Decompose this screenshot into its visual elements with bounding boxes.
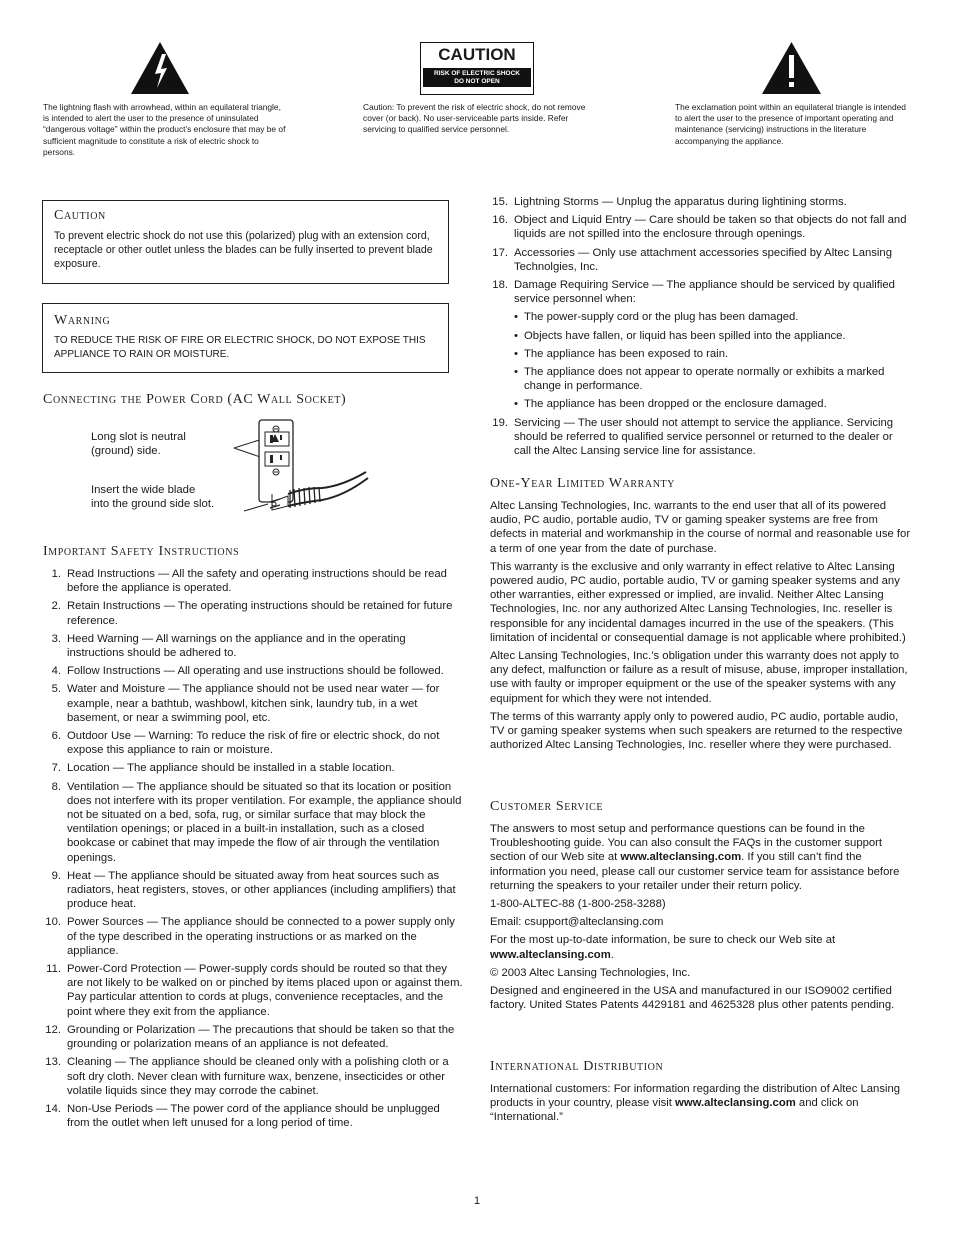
item-text: Heed Warning — All warnings on the appliance and in the operating instructions should be adhered to. (67, 632, 406, 660)
bullet-item: • The appliance does not appear to operate normally or exhibits a marked change in performance. (514, 365, 910, 393)
power-cord-heading: Connecting the Power Cord (AC Wall Socket) (43, 392, 347, 407)
warranty-p3: Altec Lansing Technologies, Inc.’s obligation under this warranty does not apply to any defect, malfunction or failure as a result of misuse, abuse, improper installation, use with faulty or improper equipment or the use of the speaker systems with any equipment for which they were not intended. (490, 650, 908, 705)
list-item (43, 780, 463, 865)
service-copyright: © 2003 Altec Lansing Technologies, Inc. (490, 966, 691, 979)
item-number: 1. (51, 568, 61, 580)
caution-box-title: Caution (54, 208, 106, 223)
service-p3: Designed and engineered in the USA and manufactured in our ISO9002 certified factory. United States Patents 4429181 and 4625328 plus other patents pending. (490, 985, 895, 1012)
warranty-text (490, 499, 912, 756)
warning-box (42, 303, 449, 373)
warranty-p2: This warranty is the exclusive and only warranty in effect relative to Altec Lansing powered audio, PC audio, portable audio, TV or gaming speaker systems and any other warranties, either expressed or implied, are invalid. Neither Altec Lansing Technologies, Inc. nor any authorized Altec Lansing Technologies, Inc. reseller is responsible for any incidental damages incurred in the use of the speakers. (This limitation of incidental or consequential damage is not applicable where prohibited.) (490, 560, 906, 644)
service-phone: 1-800-ALTEC-88 (1-800-258-3288) (490, 898, 666, 911)
service-text (490, 822, 912, 1016)
caution-label-sub1: RISK OF ELECTRIC SHOCK (434, 70, 520, 77)
damage-bullets (490, 310, 910, 411)
service-p1-text-b: . If you still can’t find the information you need, please call our customer service team for assistance before returning the speakers to your retailer under their return policy. (490, 851, 900, 892)
service-p2 (490, 933, 912, 961)
neutral-slot-label-line1: Long slot is neutral (91, 431, 186, 443)
item-number: 9. (51, 869, 61, 882)
bullet-item: • Objects have fallen, or liquid has been spilled into the appliance. (514, 329, 910, 343)
item-text: Retain Instructions — The operating instructions should be retained for future reference. (67, 600, 453, 627)
item-text: Power-Cord Protection — Power-supply cords should be routed so that they are not likely to be walked on or pinched by items placed upon or against them. Pay particular attention to cords at plugs, convenience receptacles, and the point where they exit from the appliance. (67, 963, 463, 1018)
item-text: Heat — The appliance should be situated away from heat sources such as radiators, heat registers, stoves, or other appliances (including amplifiers) that produce heat. (67, 869, 456, 911)
list-item (43, 1102, 463, 1130)
item-text: Outdoor Use — Warning: To reduce the risk of fire or electric shock, do not expose this appliance to rain or moisture. (67, 730, 440, 757)
international-text (490, 1082, 912, 1129)
neutral-slot-label-line2: (ground) side. (91, 445, 161, 458)
item-text: Object and Liquid Entry — Care should be taken so that objects do not fall and liquids are not spilled into the enclosure through openings. (514, 214, 907, 241)
item-text: Read Instructions — All the safety and operating instructions should be read before the appliance is operated. (67, 568, 447, 595)
list-item (43, 1055, 463, 1098)
list-item (43, 915, 463, 958)
list-item (490, 246, 910, 274)
item-text: Grounding or Polarization — The precautions that should be taken so that the grounding or polarization means of an appliance is not defeated. (67, 1023, 455, 1051)
bullet-item: • The power-supply cord or the plug has been damaged. (514, 310, 910, 324)
item-text: Ventilation — The appliance should be situated so that its location or position does not interfere with its proper ventilation. For example, the appliance should not be situated on a bed, sofa, rug, or similar surface that may block the ventilation openings; or placed in a built-in installation, such as a closed bookcase or cabinet that may impede the flow of air through the ventilation openings. (67, 780, 462, 864)
website-link[interactable]: www.alteclansing.com (490, 948, 611, 961)
service-p1-text-a: The answers to most setup and performance questions can be found in the Troubleshooting guide. You can also consult the FAQs in the customer support section of our Web site at (490, 823, 883, 864)
item-text: Follow Instructions — All operating and use instructions should be followed. (67, 665, 444, 678)
caution-label-title: CAUTION (438, 45, 516, 64)
international-p (490, 1082, 912, 1125)
safety-list-left (43, 567, 463, 1134)
list-item (490, 213, 910, 241)
item-number: 18. (492, 279, 508, 292)
international-text-b: and click on “International.” (490, 1097, 859, 1124)
list-item (490, 195, 910, 209)
neutral-slot-label (91, 430, 241, 458)
safety-heading: Important Safety Instructions (43, 544, 240, 559)
international-text-a: International customers: For information regarding the distribution of Altec Lansing products in your country, please visit (490, 1083, 901, 1110)
safety-list-right (490, 195, 910, 462)
caution-label-graphic (420, 42, 534, 95)
list-item (43, 567, 463, 595)
item-text: Water and Moisture — The appliance should not be used near water — for example, near a bathtub, washbowl, kitchen sink, laundry tub, in a wet basement, or near a swimming pool, etc. (67, 683, 440, 724)
outlet-plug-diagram (232, 416, 372, 522)
item-number: 15. (492, 196, 508, 208)
item-number: 11. (46, 963, 61, 976)
item-number: 5. (51, 683, 61, 696)
list-item (43, 869, 463, 912)
item-number: 14. (45, 1102, 61, 1115)
item-number: 12. (45, 1023, 61, 1036)
bullet-item: • The appliance has been exposed to rain. (514, 347, 910, 361)
item-number: 16. (492, 214, 508, 227)
caution-label-sub2: DO NOT OPEN (454, 78, 500, 85)
wide-blade-label (91, 483, 251, 511)
list-item (43, 1023, 463, 1051)
item-text: Lightning Storms — Unplug the apparatus during lightining storms. (514, 196, 847, 208)
exclamation-description: The exclamation point within an equilateral triangle is intended to alert the user to the presence of important operating and maintenance (servicing) instructions in the literature accompanying the appliance. (675, 102, 906, 146)
item-text: Accessories — Only use attachment accessories specified by Altec Lansing Technolgies, Inc. (514, 246, 892, 273)
list-item (43, 962, 463, 1019)
item-text: Non-Use Periods — The power cord of the appliance should be unplugged from the outlet when left unused for a long period of time. (67, 1102, 440, 1130)
item-number: 17. (492, 246, 508, 259)
wide-blade-label-line1: Insert the wide blade (91, 484, 196, 496)
caution-box-text: To prevent electric shock do not use this (polarized) plug with an extension cord, receptacle or other outlet unless the blades can be fully inserted to prevent blade exposure. (54, 230, 433, 270)
warning-box-title: Warning (54, 313, 111, 328)
list-item (490, 416, 910, 459)
wide-blade-label-line2: into the ground side slot. (91, 498, 215, 511)
list-item (43, 729, 463, 757)
warranty-heading: One-Year Limited Warranty (490, 476, 676, 491)
item-number: 3. (51, 632, 61, 645)
page-number: 1 (473, 1195, 481, 1207)
international-heading: International Distribution (490, 1059, 664, 1074)
item-number: 13. (45, 1056, 61, 1069)
item-text: Cleaning — The appliance should be cleaned only with a polishing cloth or a soft dry cloth. Never clean with furniture wax, benzene, insecticides or other volatile liquids since they may corrode the cabinet. (67, 1056, 449, 1097)
website-link[interactable]: www.alteclansing.com (675, 1097, 796, 1110)
list-item (490, 278, 910, 306)
service-email: Email: csupport@alteclansing.com (490, 916, 664, 929)
item-number: 19. (492, 416, 508, 429)
warranty-p4: The terms of this warranty apply only to powered audio, PC audio, portable audio, TV or gaming speaker systems when such speakers are returned to the respective authorized Altec Lansing Technologies, Inc. reseller where they were purchased. (490, 710, 903, 752)
item-number: 8. (51, 780, 61, 793)
lightning-description: The lightning flash with arrowhead, within an equilateral triangle, is intended to alert the user to the presence of uninsulated “dangerous voltage” within the product’s enclosure that may be of sufficient magnitude to constitute a risk of electric shock to persons. (43, 102, 286, 157)
item-number: 2. (51, 600, 61, 613)
item-text: Damage Requiring Service — The appliance should be serviced by qualified service personnel when: (514, 279, 895, 306)
item-number: 4. (51, 665, 61, 678)
warranty-p1: Altec Lansing Technologies, Inc. warrants to the end user that all of its powered audio, PC audio, portable audio, TV or gaming speaker systems are free from defects in material and workmanship in the course of normal and reasonable use for a term of one year from the date of purchase. (490, 500, 911, 555)
item-number: 10. (45, 916, 61, 929)
caution-box (42, 200, 449, 284)
item-text: Servicing — The user should not attempt to service the appliance. Servicing should be referred to qualified service personnel or returned to the dealer or call the Altec Lansing service line for assistance. (514, 416, 894, 458)
bullet-item: • The appliance has been dropped or the enclosure damaged. (514, 397, 910, 411)
exclamation-warning-icon (762, 42, 821, 94)
list-item (43, 599, 463, 627)
item-number: 6. (51, 730, 61, 743)
list-item (43, 761, 463, 775)
item-text: Location — The appliance should be installed in a stable location. (67, 762, 395, 775)
service-p2-text-b: . (610, 948, 614, 961)
item-text: Power Sources — The appliance should be connected to a power supply only of the type described in the operating instructions or as marked on the appliance. (67, 916, 455, 957)
list-item (43, 664, 463, 678)
website-link[interactable]: www.alteclansing.com (620, 851, 742, 864)
service-p2-text-a: For the most up-to-date information, be sure to check our Web site at (490, 934, 836, 947)
service-heading: Customer Service (490, 799, 604, 814)
list-item (43, 632, 463, 660)
service-p1 (490, 822, 912, 893)
list-item (43, 682, 463, 725)
lightning-warning-icon (131, 42, 189, 94)
caution-description: Caution: To prevent the risk of electric shock, do not remove cover (or back). No user-serviceable parts inside. Refer servicing to qualified service personnel. (363, 102, 586, 135)
item-number: 7. (51, 762, 61, 775)
warning-box-text: TO REDUCE THE RISK OF FIRE OR ELECTRIC SHOCK, DO NOT EXPOSE THIS APPLIANCE TO RAIN OR MOISTURE. (54, 335, 426, 360)
